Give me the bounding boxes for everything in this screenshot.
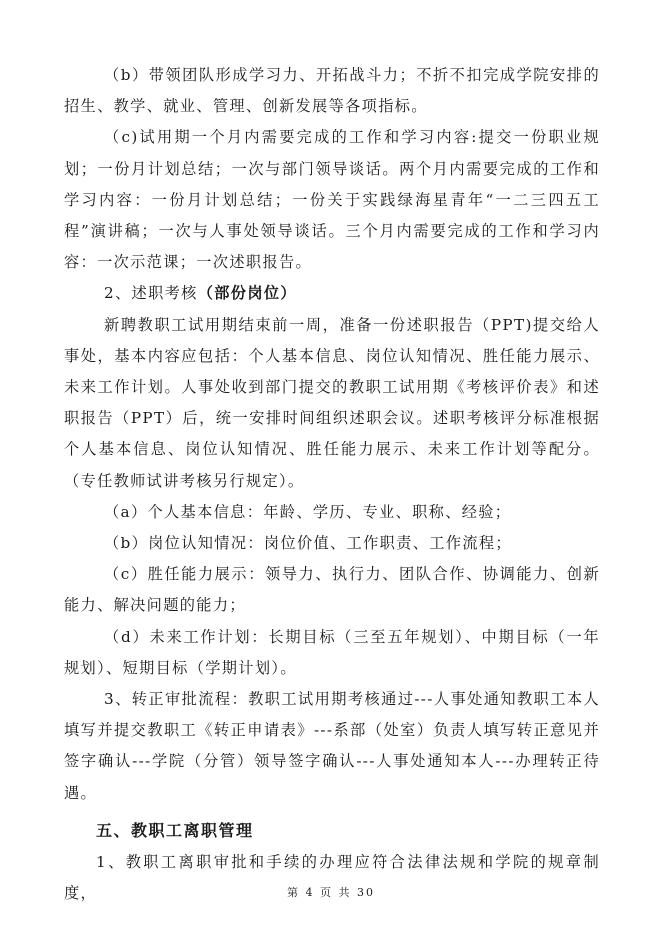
document-page (64, 60, 600, 909)
section-2-body: 新聘教职工试用期结束前一周，准备一份述职报告（PPT)提交给人事处，基本内容应包括：个人基本信息、岗位认知情况、胜任能力展示、未来工作计划。人事处收到部门提交的教职工试用期《考核评价表》和述职报告（PPT）后，统一安排时间组织述职会议。述职考核评分标准根据个人基本信息、岗位认知情况、胜任能力展示、未来工作计划等配分。（专任教师试讲考核另行规定）。 (64, 315, 600, 490)
chapter-5-heading: 五、教职工离职管理 (96, 820, 254, 840)
chapter-5-item-1: 1、教职工离职审批和手续的办理应符合法律法规和学院的规章制度， (64, 852, 600, 903)
page-number-footer: 第 4 页 共 30 (287, 886, 375, 899)
criteria-a: （a）个人基本信息：年龄、学历、专业、职称、经验； (104, 502, 512, 521)
paragraph-b-item: （b）带领团队形成学习力、开拓战斗力；不折不扣完成学院安排的招生、教学、就业、管理、创新发展等各项指标。 (64, 66, 600, 116)
paragraph-c-item: （c)试用期一个月内需要完成的工作和学习内容:提交一份职业规划；一份月计划总结；一次与部门领导谈话。两个月内需要完成的工作和学习内容：一份月计划总结；一份关于实践绿海星青年“一二三四五工程”演讲稿；一次与人事处领导谈话。三个月内需要完成的工作和学习内容：一次示范课；一次述职报告。 (64, 128, 600, 272)
criteria-c: （c）胜任能力展示：领导力、执行力、团队合作、协调能力、创新能力、解决问题的能力； (64, 565, 600, 615)
section-2-heading (64, 278, 600, 309)
section-2-qualifier: （部份岗位） (197, 284, 297, 303)
section-3-approval-process: 3、转正审批流程：教职工试用期考核通过---人事处通知教职工本人填写并提交教职工《转正申请表》---系部（处室）负责人填写转正意见并签字确认---学院（分管）领导签字确认---人事处通知本人---办理转正待遇。 (64, 690, 600, 802)
section-2-title: 2、述职考核 (104, 284, 198, 303)
criteria-b: （b）岗位认知情况：岗位价值、工作职责、工作流程； (104, 534, 512, 553)
criteria-d: （d）未来工作计划：长期目标（三至五年规划）、中期目标（一年规划）、短期目标（学期计划）。 (64, 627, 600, 677)
